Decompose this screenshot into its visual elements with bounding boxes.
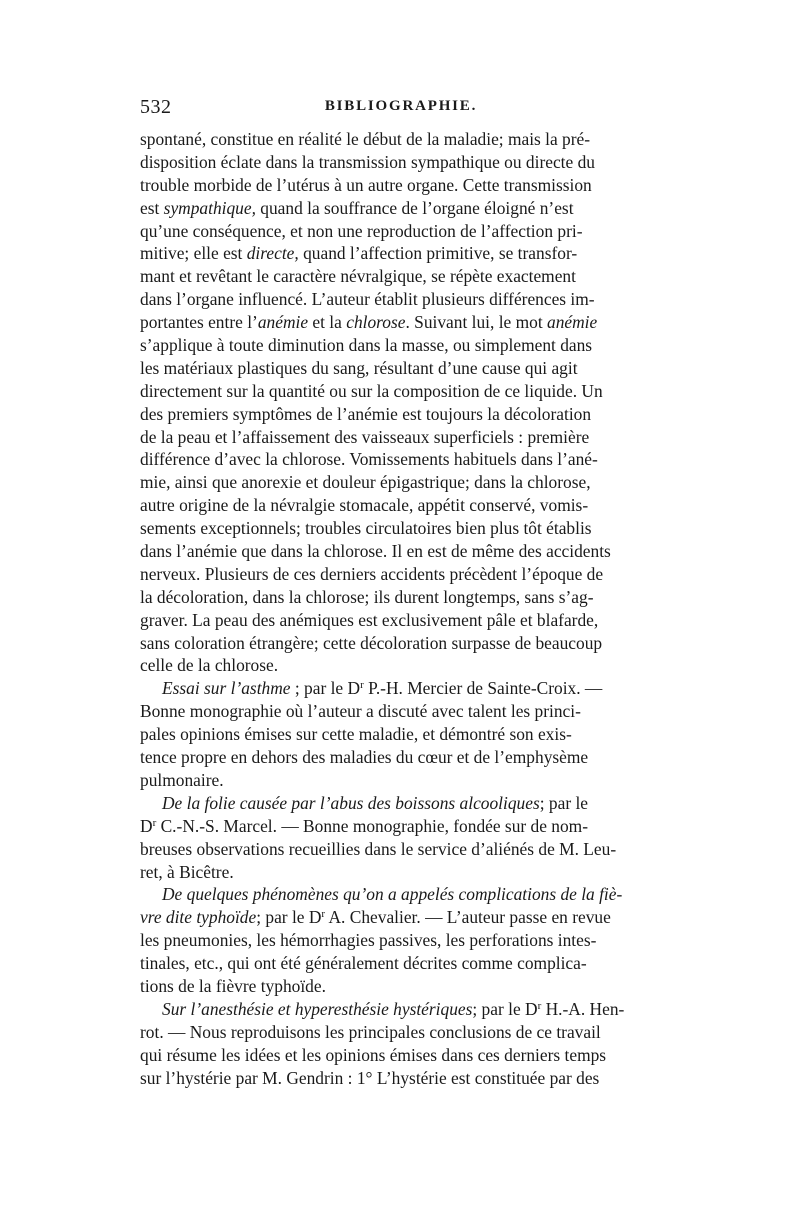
- text-line: mitive; elle est directe, quand l’affection primitive, se transfor-: [140, 243, 578, 264]
- body-text: [140, 128, 662, 1089]
- entry-title-line: De quelques phénomènes qu’on a appelés complications de la fiè-: [162, 884, 623, 905]
- text-line: Bonne monographie où l’auteur a discuté avec talent les princi-: [140, 701, 581, 722]
- text-line: pales opinions émises sur cette maladie, et démontré son exis-: [140, 724, 572, 745]
- text-line: dans l’anémie que dans la chlorose. Il en est de même des accidents: [140, 541, 611, 562]
- text-line: breuses observations recueillies dans le service d’aliénés de M. Leu-: [140, 838, 617, 859]
- text-line: qu’une conséquence, et non une reproduction de l’affection pri-: [140, 220, 583, 241]
- text-line: est sympathique, quand la souffrance de l’organe éloigné n’est: [140, 197, 574, 218]
- text-line: mant et revêtant le caractère névralgique, se répète exactement: [140, 266, 576, 287]
- text-line: tions de la fièvre typhoïde.: [140, 975, 326, 996]
- text-line: sur l’hystérie par M. Gendrin : 1° L’hystérie est constituée par des: [140, 1067, 600, 1088]
- text-line: sans coloration étrangère; cette décoloration surpasse de beaucoup: [140, 632, 603, 653]
- page-header: [140, 96, 662, 122]
- text-line: vre dite typhoïde; par le $D^r$ A. Chevalier. — L’auteur passe en revue: [140, 907, 611, 928]
- text-line: qui résume les idées et les opinions émises dans ces derniers temps: [140, 1044, 607, 1065]
- entry-title-line: Essai sur l’asthme ; par le $D^r$ P.-H. Mercier de Sainte-Croix. —: [162, 678, 603, 699]
- text-line: différence d’avec la chlorose. Vomissements habituels dans l’ané-: [140, 449, 598, 470]
- text-line: graver. La peau des anémiques est exclusivement pâle et blafarde,: [140, 609, 599, 630]
- entry-title-line: De la folie causée par l’abus des boissons alcooliques; par le: [162, 792, 589, 813]
- text-line: trouble morbide de l’utérus à un autre organe. Cette transmission: [140, 174, 592, 195]
- text-line: tinales, etc., qui ont été généralement décrites comme complica-: [140, 953, 587, 974]
- text-line: mie, ainsi que anorexie et douleur épigastrique; dans la chlorose,: [140, 472, 591, 493]
- text-line: tence propre en dehors des maladies du cœur et de l’emphysème: [140, 747, 589, 768]
- text-line: dans l’organe influencé. L’auteur établit plusieurs différences im-: [140, 289, 595, 310]
- text-line: sements exceptionnels; troubles circulatoires bien plus tôt établis: [140, 518, 592, 539]
- text-line: de la peau et l’affaissement des vaisseaux superficiels : première: [140, 426, 590, 447]
- text-line: celle de la chlorose.: [140, 655, 279, 676]
- text-line: $D^r$ C.-N.-S. Marcel. — Bonne monographie, fondée sur de nom-: [140, 815, 589, 836]
- page-number: 532: [140, 96, 172, 118]
- text-line: spontané, constitue en réalité le début de la maladie; mais la pré-: [140, 129, 591, 149]
- text-line: directement sur la quantité ou sur la composition de ce liquide. Un: [140, 380, 603, 401]
- entry-title-line: Sur l’anesthésie et hyperesthésie hystériques; par le $D^r$ H.-A. Hen-: [162, 998, 625, 1019]
- text-line: autre origine de la névralgie stomacale, appétit conservé, vomis-: [140, 495, 589, 516]
- text-line: ret, à Bicêtre.: [140, 861, 234, 882]
- text-line: pulmonaire.: [140, 769, 224, 790]
- text-line: les matériaux plastiques du sang, résultant d’une cause qui agit: [140, 357, 578, 378]
- text-line: des premiers symptômes de l’anémie est toujours la décoloration: [140, 403, 592, 424]
- text-line: les pneumonies, les hémorrhagies passives, les perforations intes-: [140, 930, 597, 951]
- text-line: portantes entre l’anémie et la chlorose. Suivant lui, le mot anémie: [140, 312, 598, 333]
- text-line: la décoloration, dans la chlorose; ils durent longtemps, sans s’ag-: [140, 586, 594, 607]
- text-line: s’applique à toute diminution dans la masse, ou simplement dans: [140, 335, 593, 356]
- text-line: disposition éclate dans la transmission sympathique ou directe du: [140, 151, 595, 172]
- running-title: BIBLIOGRAPHIE.: [324, 98, 478, 114]
- text-line: rot. — Nous reproduisons les principales conclusions de ce travail: [140, 1021, 601, 1042]
- text-line: nerveux. Plusieurs de ces derniers accidents précèdent l’époque de: [140, 563, 604, 584]
